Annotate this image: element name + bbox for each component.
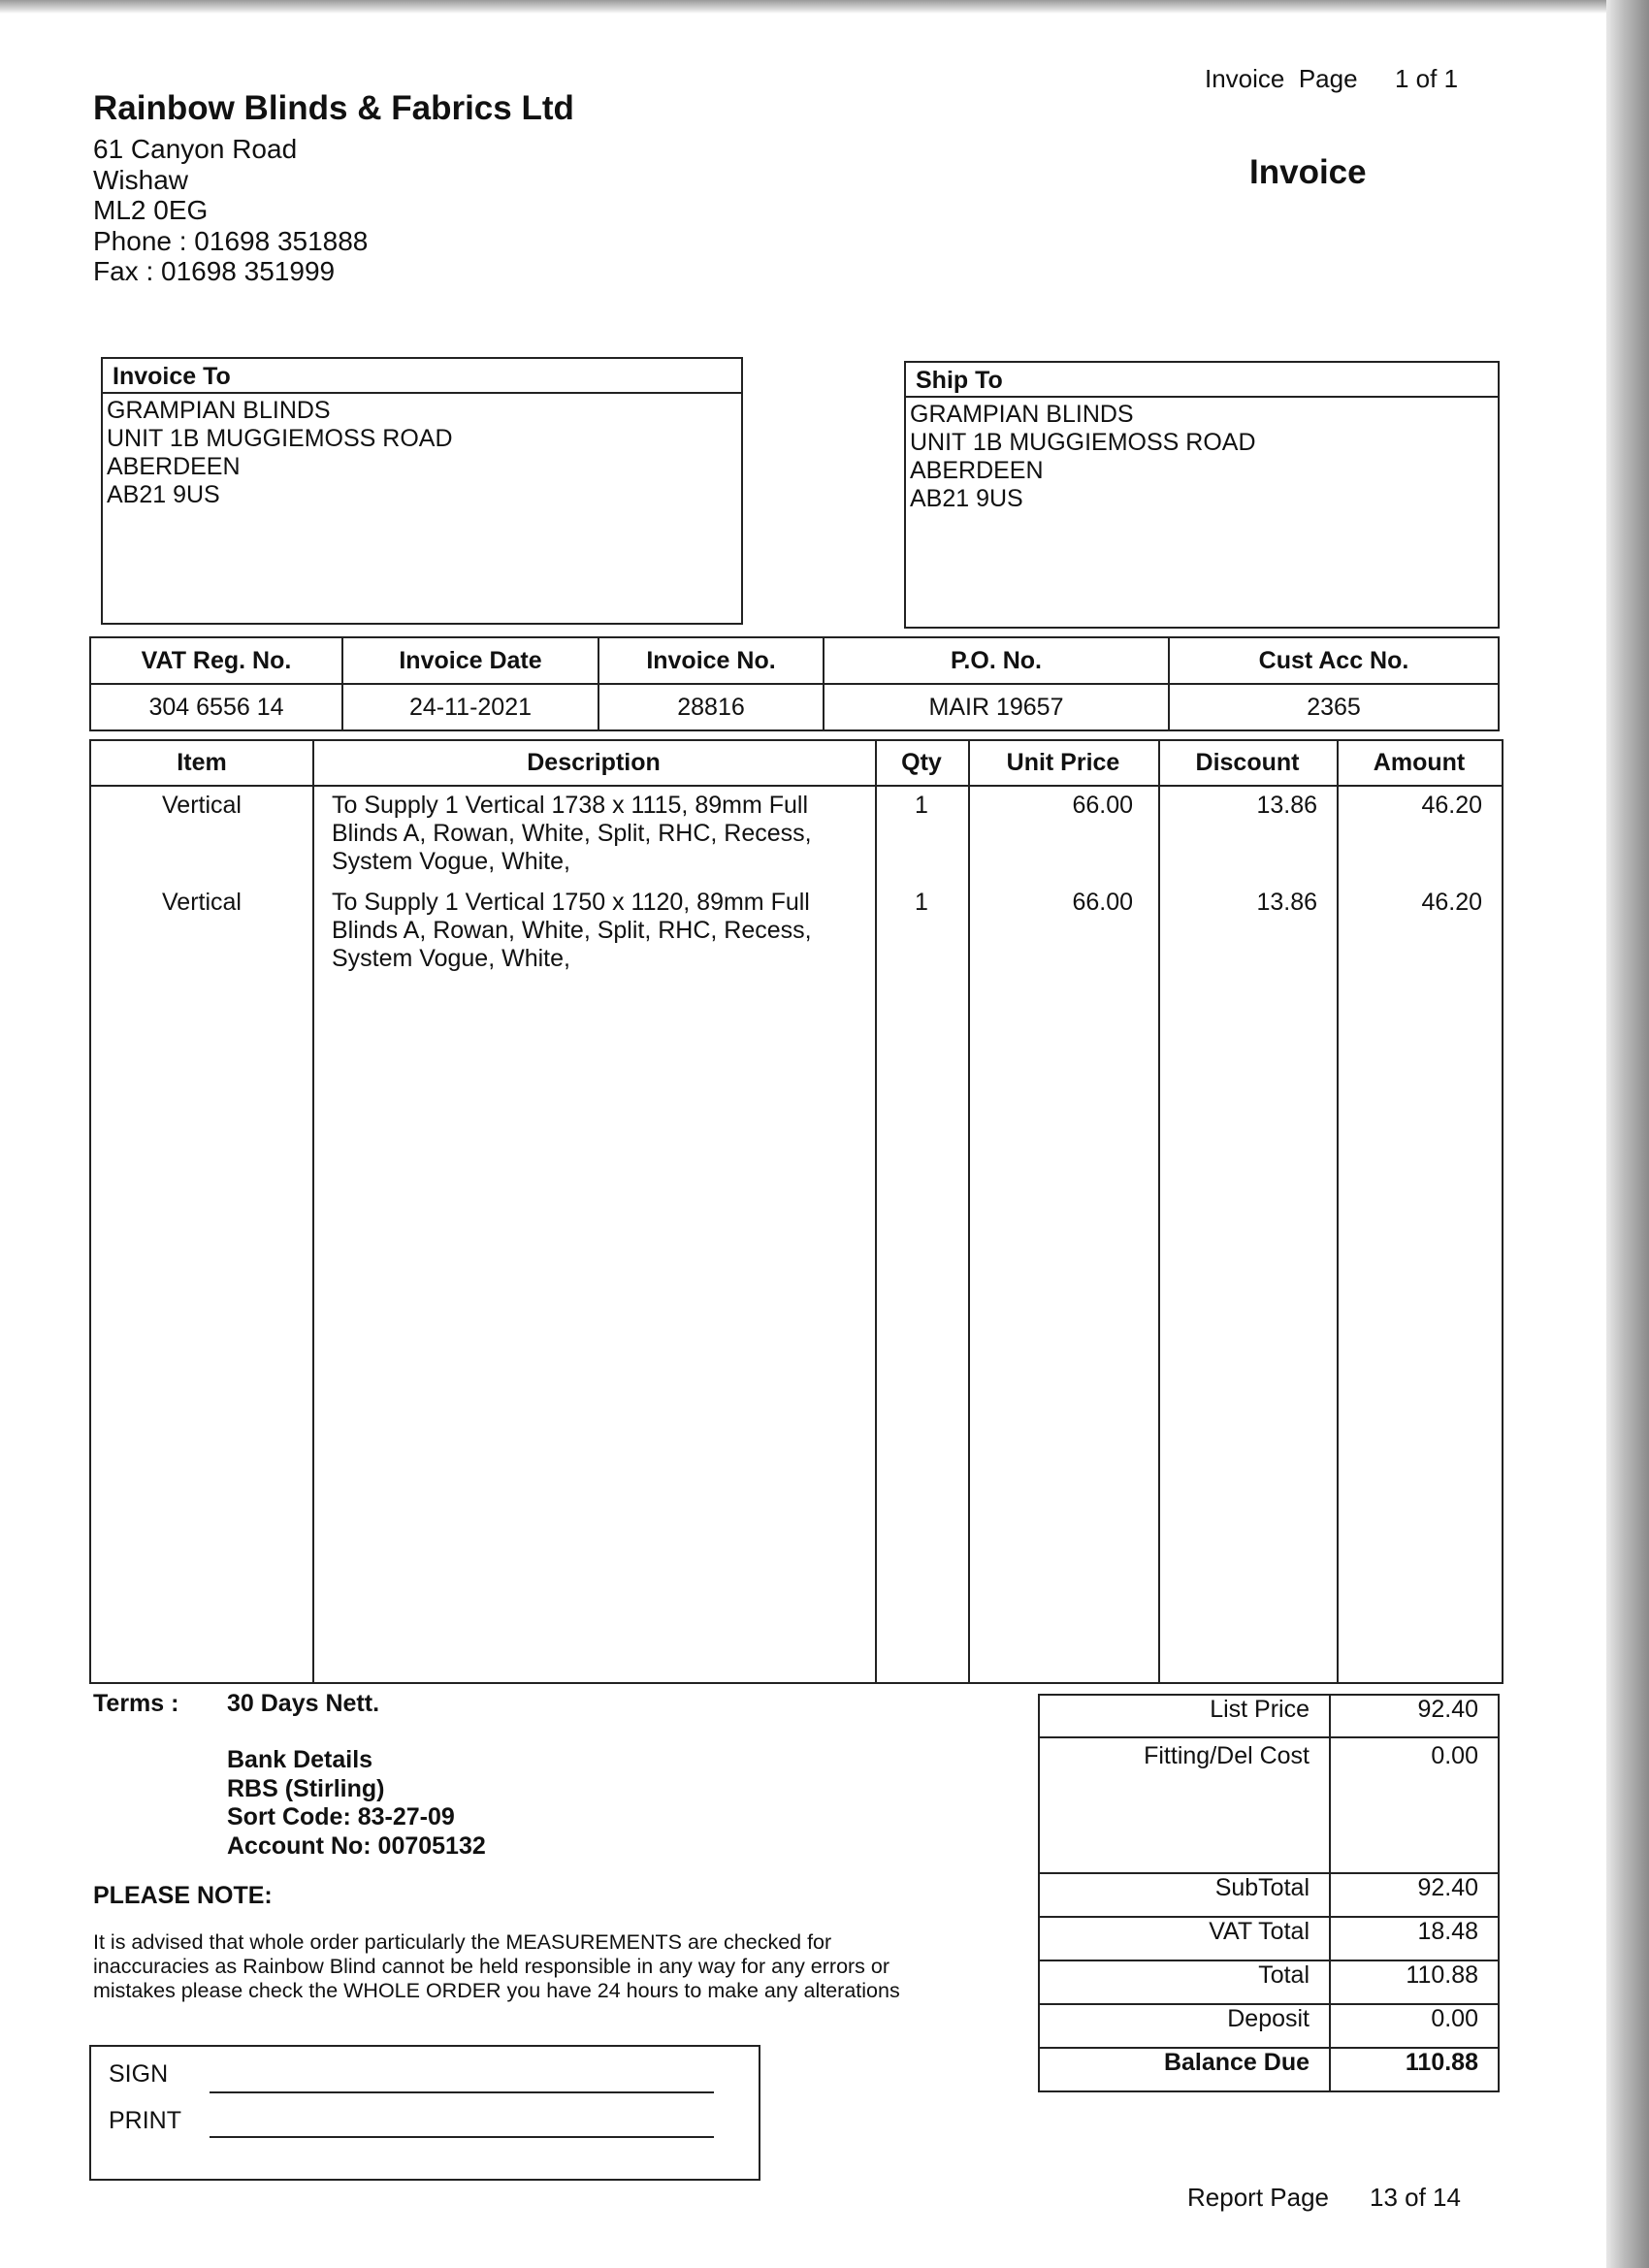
address-line: ML2 0EG xyxy=(93,195,209,225)
note-line: mistakes please check the WHOLE ORDER you have 24 hours to make any alterations xyxy=(93,1979,900,2002)
bank-line: RBS (Stirling) xyxy=(227,1774,385,1802)
description-line: System Vogue, White, xyxy=(332,848,570,875)
unit-price-cell: 66.00 xyxy=(1072,792,1133,819)
total-value: 110.88 xyxy=(1330,1960,1499,2004)
invoice-to-address xyxy=(103,394,741,512)
vat-reg-value: 304 6556 14 xyxy=(90,684,342,730)
subtotal-label: SubTotal xyxy=(1039,1873,1330,1917)
balance-due-value: 110.88 xyxy=(1330,2048,1499,2091)
balance-due-label: Balance Due xyxy=(1039,2048,1330,2091)
note-line: inaccuracies as Rainbow Blind cannot be held responsible in any way for any errors or xyxy=(93,1955,890,1978)
terms-value: 30 Days Nett. xyxy=(227,1690,380,1717)
amount-cell: 46.20 xyxy=(1421,792,1482,819)
print-label: PRINT xyxy=(109,2107,181,2134)
description-cell xyxy=(332,792,875,876)
invoice-no-header: Invoice No. xyxy=(598,637,824,684)
invoice-page-label: Invoice Page xyxy=(1205,64,1358,93)
description-cell xyxy=(332,889,875,973)
vat-reg-header: VAT Reg. No. xyxy=(90,637,342,684)
subtotal-value: 92.40 xyxy=(1330,1873,1499,1917)
description-line: System Vogue, White, xyxy=(332,945,570,972)
total-label: Total xyxy=(1039,1960,1330,2004)
print-line xyxy=(210,2136,714,2138)
address-line: GRAMPIAN BLINDS xyxy=(910,401,1134,428)
company-address xyxy=(93,134,368,287)
address-line: 61 Canyon Road xyxy=(93,134,298,164)
fitting-cost-label: Fitting/Del Cost xyxy=(1039,1737,1330,1873)
phone-line: Phone : 01698 351888 xyxy=(93,225,369,256)
item-cell: Vertical xyxy=(162,792,242,819)
totals-row xyxy=(1039,2004,1499,2048)
totals-row xyxy=(1039,1737,1499,1873)
totals-row xyxy=(1039,1960,1499,2004)
vat-total-value: 18.48 xyxy=(1330,1917,1499,1960)
ship-to-address xyxy=(906,398,1498,516)
bank-details xyxy=(227,1746,486,1861)
po-no-header: P.O. No. xyxy=(824,637,1169,684)
amount-cell: 46.20 xyxy=(1421,889,1482,916)
invoice-date-value: 24-11-2021 xyxy=(342,684,598,730)
invoice-page-value: 1 of 1 xyxy=(1395,64,1459,93)
po-no-value: MAIR 19657 xyxy=(824,684,1169,730)
document-title: Invoice xyxy=(1249,153,1367,191)
fitting-cost-value: 0.00 xyxy=(1330,1737,1499,1873)
bank-line: Sort Code: 83-27-09 xyxy=(227,1803,455,1831)
totals-row xyxy=(1039,1917,1499,1960)
column-divider xyxy=(1158,741,1160,1682)
address-line: GRAMPIAN BLINDS xyxy=(107,397,331,424)
vat-total-label: VAT Total xyxy=(1039,1917,1330,1960)
report-page-value: 13 of 14 xyxy=(1370,2183,1461,2212)
qty-cell: 1 xyxy=(915,792,928,819)
cust-acc-header: Cust Acc No. xyxy=(1169,637,1499,684)
company-name: Rainbow Blinds & Fabrics Ltd xyxy=(93,89,574,127)
list-price-label: List Price xyxy=(1039,1695,1330,1737)
scan-edge-right xyxy=(1606,0,1649,2268)
terms-label: Terms : xyxy=(93,1690,179,1717)
deposit-value: 0.00 xyxy=(1330,2004,1499,2048)
sign-line xyxy=(210,2091,714,2093)
column-divider xyxy=(875,741,877,1682)
invoice-to-box xyxy=(101,357,743,625)
column-divider xyxy=(1337,741,1339,1682)
column-divider xyxy=(312,741,314,1682)
note-title: PLEASE NOTE: xyxy=(93,1882,273,1909)
item-cell: Vertical xyxy=(162,889,242,916)
qty-header: Qty xyxy=(901,749,942,776)
description-line: Blinds A, Rowan, White, Split, RHC, Recess, xyxy=(332,917,812,944)
totals-row xyxy=(1039,1695,1499,1737)
address-line: UNIT 1B MUGGIEMOSS ROAD xyxy=(107,425,453,452)
deposit-label: Deposit xyxy=(1039,2004,1330,2048)
address-line: ABERDEEN xyxy=(107,453,241,480)
totals-row xyxy=(1039,1873,1499,1917)
line-items-table xyxy=(89,739,1504,1684)
address-line: AB21 9US xyxy=(107,481,220,508)
discount-cell: 13.86 xyxy=(1256,792,1317,819)
cust-acc-value: 2365 xyxy=(1169,684,1499,730)
description-line: To Supply 1 Vertical 1750 x 1120, 89mm Full xyxy=(332,889,810,916)
ship-to-label: Ship To xyxy=(906,363,1498,398)
address-line: Wishaw xyxy=(93,164,189,195)
report-page-label: Report Page xyxy=(1187,2183,1329,2212)
ship-to-box xyxy=(904,361,1500,629)
description-header: Description xyxy=(527,749,661,776)
scan-edge-top xyxy=(0,0,1649,14)
discount-header: Discount xyxy=(1195,749,1300,776)
qty-cell: 1 xyxy=(915,889,928,916)
discount-cell: 13.86 xyxy=(1256,889,1317,916)
note-body xyxy=(93,1930,1044,2003)
fax-line: Fax : 01698 351999 xyxy=(93,256,336,286)
address-line: AB21 9US xyxy=(910,485,1023,512)
column-divider xyxy=(968,741,970,1682)
invoice-meta-table xyxy=(89,636,1500,731)
item-header: Item xyxy=(177,749,227,776)
note-line: It is advised that whole order particularly the MEASUREMENTS are checked for xyxy=(93,1930,832,1954)
invoice-no-value: 28816 xyxy=(598,684,824,730)
totals-row xyxy=(1039,2048,1499,2091)
invoice-to-label: Invoice To xyxy=(103,359,741,394)
unit-price-header: Unit Price xyxy=(1006,749,1120,776)
invoice-date-header: Invoice Date xyxy=(342,637,598,684)
bank-line: Account No: 00705132 xyxy=(227,1831,486,1860)
description-line: Blinds A, Rowan, White, Split, RHC, Recess, xyxy=(332,820,812,847)
totals-table xyxy=(1038,1694,1500,2092)
sign-label: SIGN xyxy=(109,2060,169,2088)
address-line: UNIT 1B MUGGIEMOSS ROAD xyxy=(910,429,1256,456)
unit-price-cell: 66.00 xyxy=(1072,889,1133,916)
signature-box xyxy=(89,2045,760,2181)
list-price-value: 92.40 xyxy=(1330,1695,1499,1737)
description-line: To Supply 1 Vertical 1738 x 1115, 89mm Full xyxy=(332,792,809,819)
amount-header: Amount xyxy=(1373,749,1466,776)
bank-line: Bank Details xyxy=(227,1746,373,1773)
address-line: ABERDEEN xyxy=(910,457,1044,484)
